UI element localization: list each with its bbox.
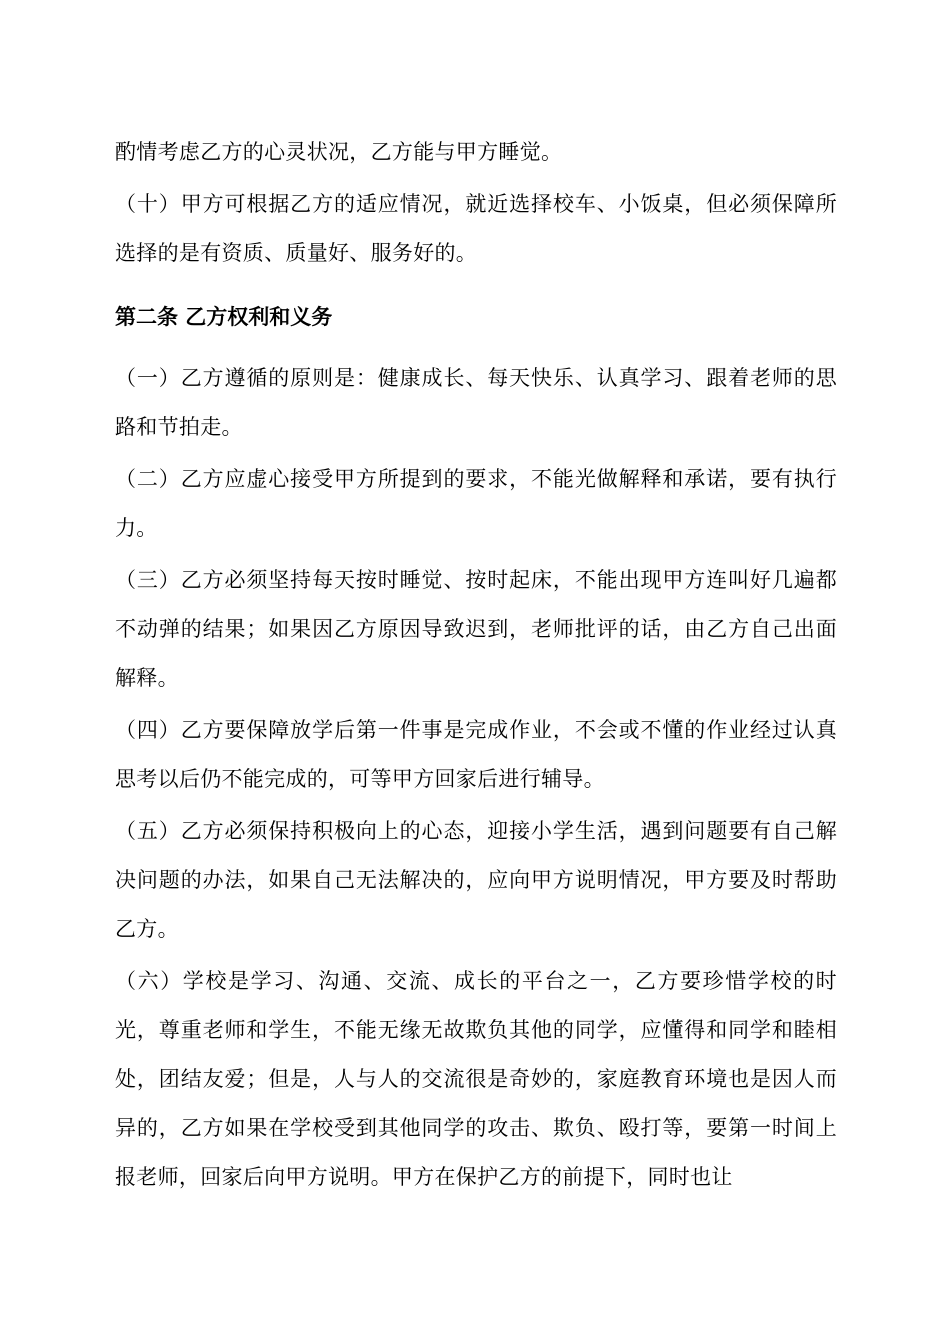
clause-10: （十）甲方可根据乙方的适应情况，就近选择校车、小饭桌，但必须保障所选择的是有资质、质量好、服务好的。	[115, 192, 837, 265]
document-body	[115, 128, 837, 1205]
clause-6: （六）学校是学习、沟通、交流、成长的平台之一，乙方要珍惜学校的时光，尊重老师和学生，不能无缘无故欺负其他的同学，应懂得和同学和睦相处，团结友爱；但是，人与人的交流很是奇妙的，家庭教育环境也是因人而异的，乙方如果在学校受到其他同学的攻击、欺负、殴打等，要第一时间上报老师，回家后向甲方说明。甲方在保护乙方的前提下，同时也让	[115, 969, 837, 1189]
paragraph-continuation: 酌情考虑乙方的心灵状况，乙方能与甲方睡觉。	[115, 140, 563, 164]
clause-5: （五）乙方必须保持积极向上的心态，迎接小学生活，遇到问题要有自己解决问题的办法，如果自己无法解决的，应向甲方说明情况，甲方要及时帮助乙方。	[115, 819, 837, 941]
clause-4: （四）乙方要保障放学后第一件事是完成作业，不会或不懂的作业经过认真思考以后仍不能完成的，可等甲方回家后进行辅导。	[115, 718, 837, 791]
section-heading-article-2: 第二条 乙方权利和义务	[115, 305, 333, 329]
clause-1: （一）乙方遵循的原则是：健康成长、每天快乐、认真学习、跟着老师的思路和节拍走。	[115, 366, 837, 439]
clause-3: （三）乙方必须坚持每天按时睡觉、按时起床，不能出现甲方连叫好几遍都不动弹的结果；如果因乙方原因导致迟到，老师批评的话，由乙方自己出面解释。	[115, 568, 837, 690]
clause-2: （二）乙方应虚心接受甲方所提到的要求，不能光做解释和承诺，要有执行力。	[115, 467, 837, 540]
